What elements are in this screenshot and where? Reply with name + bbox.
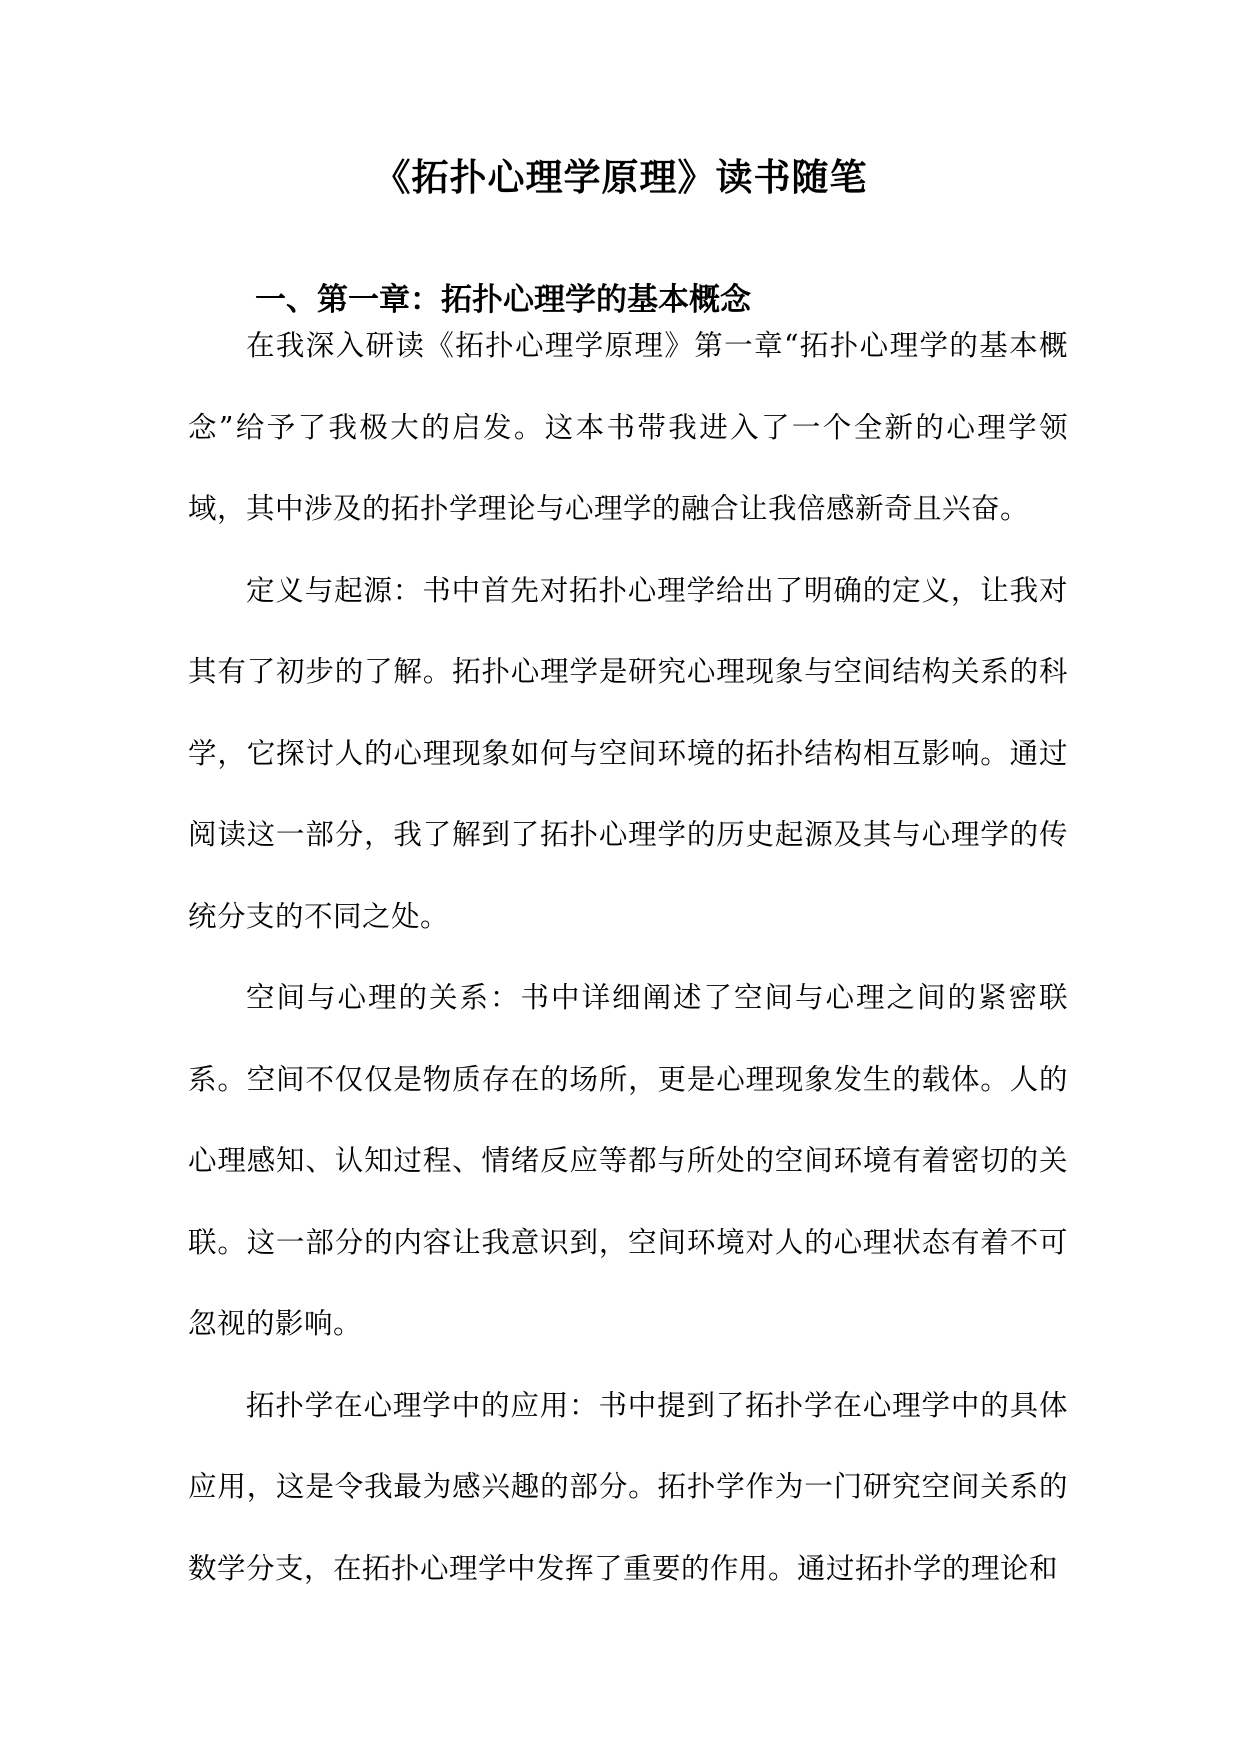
paragraph: 拓扑学在心理学中的应用：书中提到了拓扑学在心理学中的具体应用，这是令我最为感兴趣的部分。拓扑学作为一门研究空间关系的数学分支，在拓扑心理学中发挥了重要的作用。通过拓扑学的理论和 xyxy=(188,1388,1068,1585)
document-title: 《拓扑心理学原理》读书随笔 xyxy=(373,156,868,199)
section-heading: 一、第一章：拓扑心理学的基本概念 xyxy=(255,282,751,318)
paragraph: 在我深入研读《拓扑心理学原理》第一章“拓扑心理学的基本概念”给予了我极大的启发。这本书带我进入了一个全新的心理学领域，其中涉及的拓扑学理论与心理学的融合让我倍感新奇且兴奋。 xyxy=(188,329,1068,525)
paragraph: 空间与心理的关系：书中详细阐述了空间与心理之间的紧密联系。空间不仅仅是物质存在的场所，更是心理现象发生的载体。人的心理感知、认知过程、情绪反应等都与所处的空间环境有着密切的关联。这一部分的内容让我意识到，空间环境对人的心理状态有着不可忽视的影响。 xyxy=(188,981,1068,1340)
paragraph: 定义与起源：书中首先对拓扑心理学给出了明确的定义，让我对其有了初步的了解。拓扑心理学是研究心理现象与空间结构关系的科学，它探讨人的心理现象如何与空间环境的拓扑结构相互影响。通过阅读这一部分，我了解到了拓扑心理学的历史起源及其与心理学的传统分支的不同之处。 xyxy=(188,573,1068,933)
body-text xyxy=(188,305,1068,1609)
